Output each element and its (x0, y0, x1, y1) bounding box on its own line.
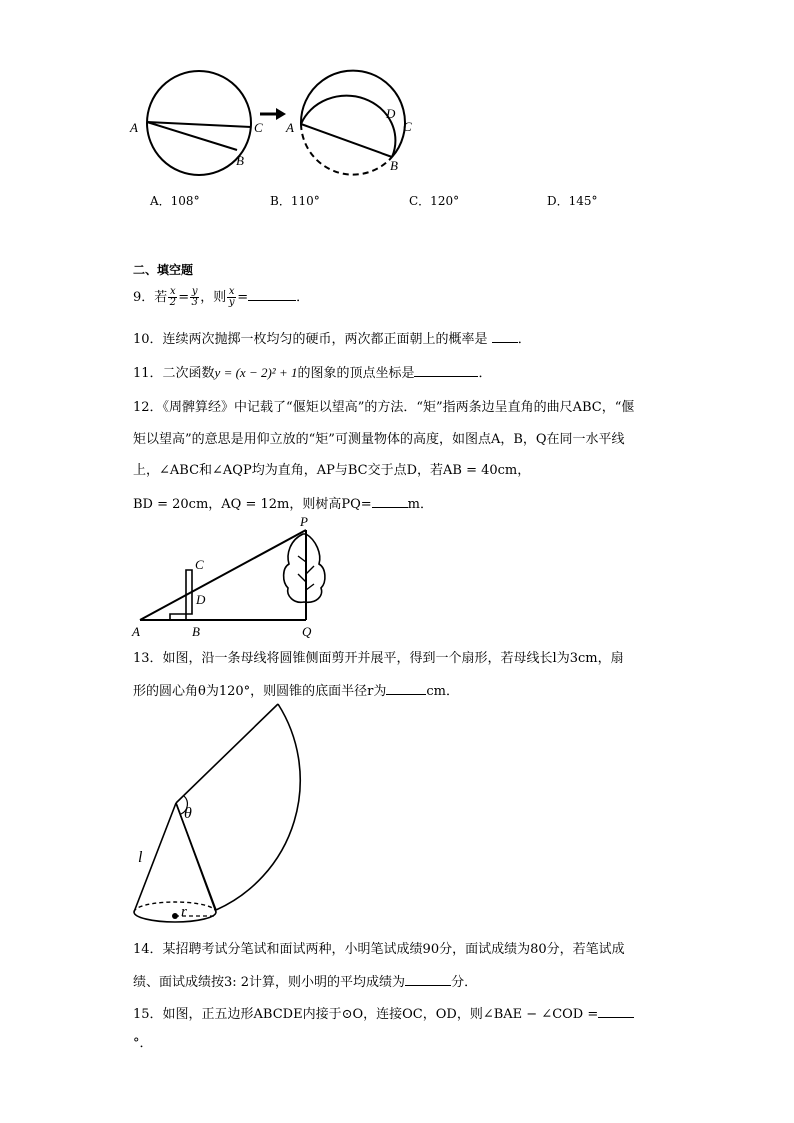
q9-eq: = (178, 290, 190, 305)
label-A: A (132, 624, 140, 639)
label-P: P (300, 514, 308, 529)
q9-frac-x-y: $\frac{x}{y}$ (228, 286, 235, 308)
label-D: D (196, 592, 206, 607)
question12-figure (128, 512, 328, 642)
q11-post: 的图象的顶点坐标是 (297, 366, 415, 381)
q10-text: 10．连续两次抛掷一枚均匀的硬币，两次都正面朝上的概率是 (133, 332, 488, 347)
question-12-line-4 (133, 495, 433, 513)
folded-arc (301, 96, 395, 157)
sight-line-AP (140, 530, 306, 620)
sector-arc (216, 704, 300, 910)
option-d: D．145° (547, 194, 598, 208)
tree-icon (284, 534, 325, 608)
question-14-line-1: 14．某招聘考试分笔试和面试两种，小明笔试成绩90分，面试成绩为80分，若笔试成 (133, 942, 625, 957)
q15-line1-text: 15．如图，正五边形ABCDE内接于⊙O，连接OC，OD，则∠BAE − ∠COD = (133, 1007, 599, 1022)
question-10 (133, 330, 531, 348)
cone-base-back (134, 902, 216, 912)
q13-answer-blank[interactable] (386, 682, 426, 695)
label-B-right: B (390, 158, 398, 173)
label-theta: θ (184, 805, 192, 822)
q13-unit: cm． (426, 684, 459, 699)
label-r: r (181, 904, 187, 920)
question-15-line-2: °． (133, 1036, 153, 1051)
chord-AB-right (301, 124, 392, 157)
q11-formula: y = (x − 2)² + 1 (214, 365, 298, 380)
q11-end: ． (478, 366, 492, 381)
carpenter-square (170, 570, 192, 620)
section-heading: 二、填空题 (133, 263, 194, 277)
arrow-icon (260, 108, 286, 120)
label-A-left: A (130, 120, 138, 135)
q14-line2-text: 绩、面试成绩按3: 2计算，则小明的平均成绩为 (133, 975, 406, 990)
question-13-line-2 (133, 682, 459, 700)
q14-answer-blank[interactable] (405, 973, 451, 986)
question13-figure (128, 700, 378, 932)
question-15-line-1 (133, 1005, 634, 1023)
question-9 (133, 287, 309, 308)
option-b: B．110° (270, 194, 320, 208)
question-12-line-1: 12．《周髀算经》中记载了“偃矩以望高”的方法．“矩”指两条边呈直角的曲尺ABC，“偃 (133, 400, 635, 415)
question-12-line-2: 矩以望高”的意思是用仰立放的“矩”可测量物体的高度，如图点A，B，Q在同一水平线 (133, 432, 625, 447)
question-14-line-2 (133, 973, 477, 991)
label-A-right: A (286, 120, 294, 135)
label-D-right: D (386, 106, 396, 121)
q11-pre: 11．二次函数 (133, 366, 215, 381)
q9-frac-y-3: $\frac{y}{3}$ (191, 286, 198, 308)
q12-answer-blank[interactable] (372, 495, 408, 508)
q9-answer-blank[interactable] (248, 288, 296, 301)
q9-mid: ，则 (200, 290, 227, 305)
label-C: C (195, 557, 204, 572)
label-C-right: C (403, 119, 412, 134)
right-circle-lower-dashed-arc (301, 124, 392, 175)
q9-frac-x-2: $\frac{x}{2}$ (169, 286, 176, 308)
label-l: l (138, 849, 143, 866)
question-13-line-1: 13．如图，沿一条母线将圆锥侧面剪开并展平，得到一个扇形，若母线长l为3cm，扇 (133, 651, 624, 666)
q10-answer-blank[interactable] (492, 330, 518, 343)
option-a: A．108° (150, 194, 200, 208)
question-12-line-3: 上，∠ABC和∠AQP均为直角，AP与BC交于点D，若AB = 40cm， (133, 463, 531, 478)
cone-slant-right (176, 803, 216, 912)
label-B-left: B (236, 153, 244, 168)
base-center (172, 913, 178, 919)
q12-line4-text: BD = 20cm，AQ = 12m，则树高PQ= (133, 497, 372, 512)
q14-unit: 分． (451, 975, 478, 990)
q9-pre: 9．若 (133, 290, 168, 305)
label-B: B (192, 624, 200, 639)
q15-answer-blank[interactable] (598, 1005, 634, 1018)
label-C-left: C (254, 120, 263, 135)
option-c: C．120° (409, 194, 460, 208)
q9-post: = (237, 290, 249, 305)
q11-answer-blank[interactable] (414, 364, 478, 377)
left-circle-figure (129, 71, 263, 175)
q10-end: ． (517, 332, 531, 347)
q12-unit: m． (407, 497, 433, 512)
right-circle-figure (285, 71, 412, 175)
sector-radius-upper (176, 704, 278, 803)
q13-line2-text: 形的圆心角θ为120°，则圆锥的底面半径r为 (133, 684, 387, 699)
question8-figure (120, 68, 440, 188)
label-Q: Q (302, 624, 312, 639)
question-11 (133, 364, 492, 382)
q9-end: ． (296, 290, 310, 305)
